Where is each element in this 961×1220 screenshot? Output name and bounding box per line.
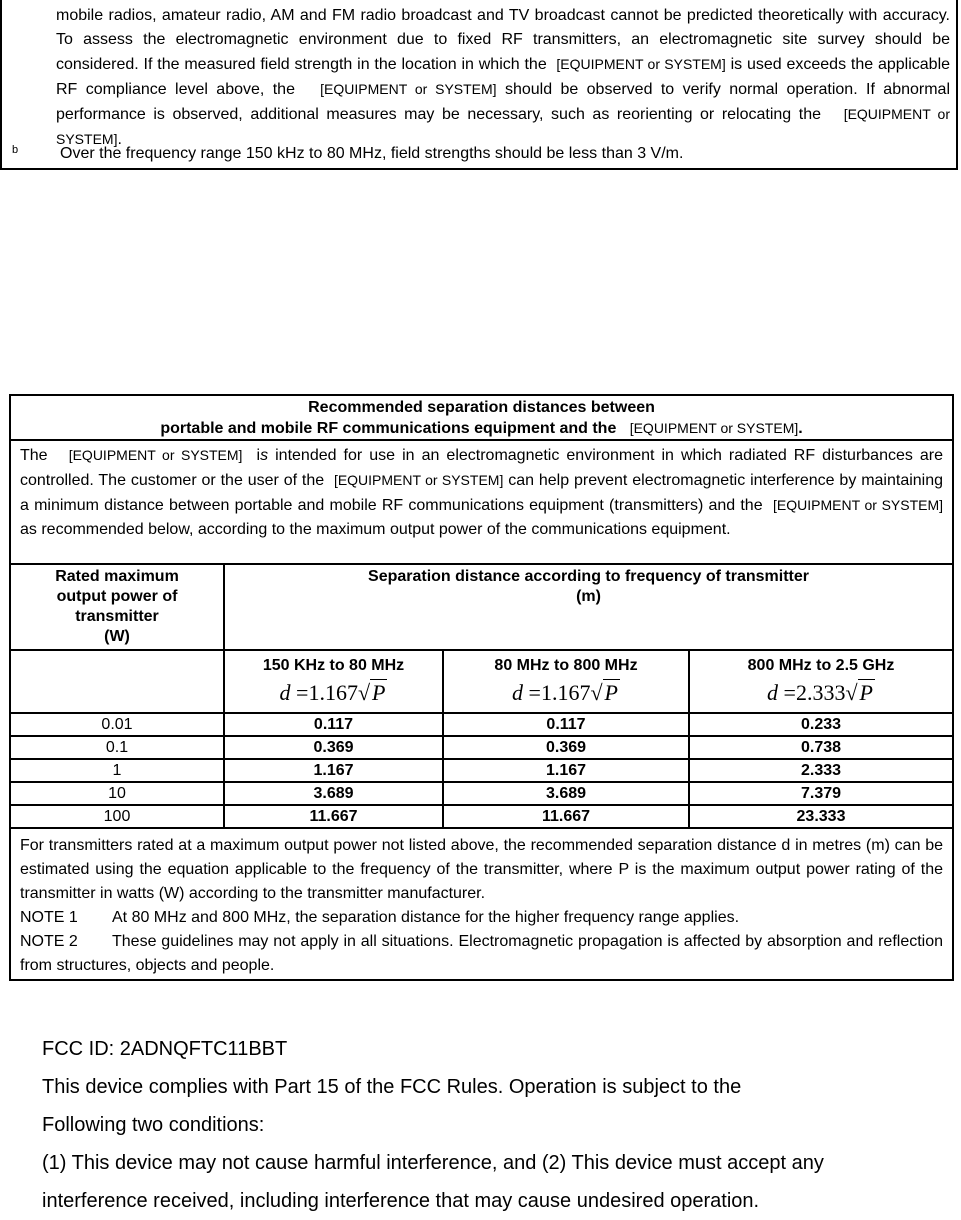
distance-cell: 11.667 — [224, 805, 443, 828]
distance-cell: 0.369 — [443, 736, 689, 759]
table-row — [10, 759, 953, 782]
distance-cell: 0.369 — [224, 736, 443, 759]
sqrt-icon: √ — [590, 680, 603, 705]
band-column-2 — [443, 650, 689, 713]
fcc-line: interference received, including interference that may cause undesired operation. — [42, 1190, 760, 1212]
power-cell: 10 — [10, 782, 224, 805]
equipment-placeholder: [EQUIPMENT or SYSTEM] — [320, 81, 497, 97]
distance-cell: 1.167 — [443, 759, 689, 782]
note-text: At 80 MHz and 800 MHz, the separation distance for the higher frequency range applies. — [112, 909, 740, 926]
formula-var: d — [767, 680, 779, 705]
power-cell: 0.01 — [10, 713, 224, 736]
equipment-placeholder: [EQUIPMENT or SYSTEM] — [773, 497, 944, 513]
formula — [453, 678, 679, 708]
header-line: output power of — [56, 588, 178, 605]
distance-cell: 1.167 — [224, 759, 443, 782]
band-label: 800 MHz to 2.5 GHz — [747, 657, 895, 674]
empty-cell — [10, 650, 224, 713]
band-label: 80 MHz to 800 MHz — [494, 657, 638, 674]
note-label: NOTE 2 — [20, 933, 78, 950]
fcc-statement — [42, 1030, 942, 1220]
separation-distance-table — [9, 394, 954, 981]
power-cell: 0.1 — [10, 736, 224, 759]
formula — [699, 678, 943, 708]
frequency-band-row — [10, 650, 953, 713]
note-2 — [20, 930, 943, 978]
fcc-id: FCC ID: 2ADNQFTC11BBT — [42, 1038, 288, 1060]
equipment-placeholder: [EQUIPMENT or SYSTEM] — [333, 472, 504, 488]
formula — [234, 678, 433, 708]
header-line: Separation distance according to frequency of transmitter — [368, 568, 809, 585]
distance-cell: 0.117 — [443, 713, 689, 736]
title-line: Recommended separation distances between — [308, 399, 655, 416]
table-notes-row — [10, 828, 953, 980]
distance-cell: 0.117 — [224, 713, 443, 736]
separation-distance-header — [224, 564, 953, 650]
formula-eq: = — [528, 680, 541, 705]
distance-cell: 0.233 — [689, 713, 953, 736]
equipment-placeholder: [EQUIPMENT or SYSTEM] — [56, 106, 951, 147]
sqrt-icon: √ — [357, 680, 371, 705]
formula-eq: = — [296, 680, 309, 705]
formula-var: d — [279, 680, 291, 705]
note-label: NOTE 1 — [20, 909, 78, 926]
table-header-row — [10, 564, 953, 650]
distance-cell: 0.738 — [689, 736, 953, 759]
table-notes — [10, 828, 953, 980]
equipment-placeholder: [EQUIPMENT or SYSTEM] — [629, 420, 799, 436]
footnote-marker: b — [12, 144, 19, 156]
formula-eq: = — [783, 680, 796, 705]
intro-text: i — [256, 447, 261, 464]
intro-text: The — [20, 447, 48, 464]
formula-var: P — [859, 680, 873, 705]
title-line: portable and mobile RF communications equipment and the — [160, 420, 617, 437]
band-label: 150 KHz to 80 MHz — [262, 657, 405, 674]
fcc-line: Following two conditions: — [42, 1114, 265, 1136]
distance-cell: 3.689 — [443, 782, 689, 805]
fcc-line: This device complies with Part 15 of the FCC Rules. Operation is subject to the — [42, 1076, 742, 1098]
table-row — [10, 782, 953, 805]
note-1 — [20, 906, 943, 930]
table-intro — [10, 440, 953, 564]
power-cell: 1 — [10, 759, 224, 782]
distance-cell: 7.379 — [689, 782, 953, 805]
paragraph-text: is used exceeds the applicable RF compliance level above, the — [56, 56, 951, 98]
band-column-1 — [224, 650, 443, 713]
formula-coef: 2.333 — [795, 680, 846, 705]
intro-text: s — [260, 447, 269, 464]
equipment-placeholder: [EQUIPMENT or SYSTEM] — [68, 447, 243, 463]
top-continuation-box — [0, 0, 958, 170]
rated-power-header — [10, 564, 224, 650]
band-column-3 — [689, 650, 953, 713]
fcc-line: (1) This device may not cause harmful interference, and (2) This device must accept any — [42, 1152, 824, 1174]
paragraph-text: . — [117, 131, 122, 148]
header-line: (m) — [576, 588, 601, 605]
intro-text: can help prevent electromagnetic interference by maintaining a minimum distance between portable and mobile RF communications equipment (transmitters) and the — [20, 472, 944, 514]
distance-cell: 3.689 — [224, 782, 443, 805]
intro-text: as recommended below, according to the maximum output power of the communications equipment. — [20, 521, 731, 538]
intro-text: intended for use in an electromagnetic environment in which radiated RF disturbances are controlled. The customer or the user of the — [20, 447, 944, 489]
sqrt-icon: √ — [845, 680, 858, 705]
footnote-text: Over the frequency range 150 kHz to 80 MHz, field strengths should be less than 3 V/m. — [60, 145, 684, 162]
table-intro-row — [10, 440, 953, 564]
distance-cell: 23.333 — [689, 805, 953, 828]
header-line: transmitter — [75, 608, 159, 625]
table-title — [10, 395, 953, 440]
equipment-placeholder: [EQUIPMENT or SYSTEM] — [556, 56, 726, 72]
formula-var: d — [512, 680, 524, 705]
table-row — [10, 805, 953, 828]
note-text: These guidelines may not apply in all situations. Electromagnetic propagation is affected by absorption and reflection from structures, objects and people. — [20, 933, 944, 974]
table-row — [10, 713, 953, 736]
formula-coef: 1.167 — [540, 680, 591, 705]
environment-paragraph — [56, 4, 950, 152]
paragraph-text: mobile radios, amateur radio, AM and FM radio broadcast and TV broadcast cannot be predicted theoretically with accuracy. To assess the electromagnetic environment due to fixed RF transmitters, an electromagnetic site survey should be considered. If the measured field strength in the location in which the — [56, 7, 950, 73]
formula-coef: 1.167 — [308, 680, 358, 705]
header-line: Rated maximum — [55, 568, 179, 585]
paragraph-text: should be observed to verify normal operation. If abnormal performance is observed, additional measures may be necessary, such as reorienting or relocating the — [56, 81, 951, 123]
formula-var: P — [604, 680, 618, 705]
title-end: . — [798, 420, 803, 437]
distance-cell: 2.333 — [689, 759, 953, 782]
distance-cell: 11.667 — [443, 805, 689, 828]
power-cell: 100 — [10, 805, 224, 828]
notes-paragraph: For transmitters rated at a maximum output power not listed above, the recommended separation distance d in metres (m) can be estimated using the equation applicable to the frequency of the transmitter, where P is the maximum output power rating of the transmitter in watts (W) according to the transmitter manufacturer. — [20, 837, 944, 902]
table-title-row — [10, 395, 953, 440]
header-line: (W) — [104, 628, 130, 645]
table-row — [10, 736, 953, 759]
formula-var: P — [372, 680, 386, 705]
